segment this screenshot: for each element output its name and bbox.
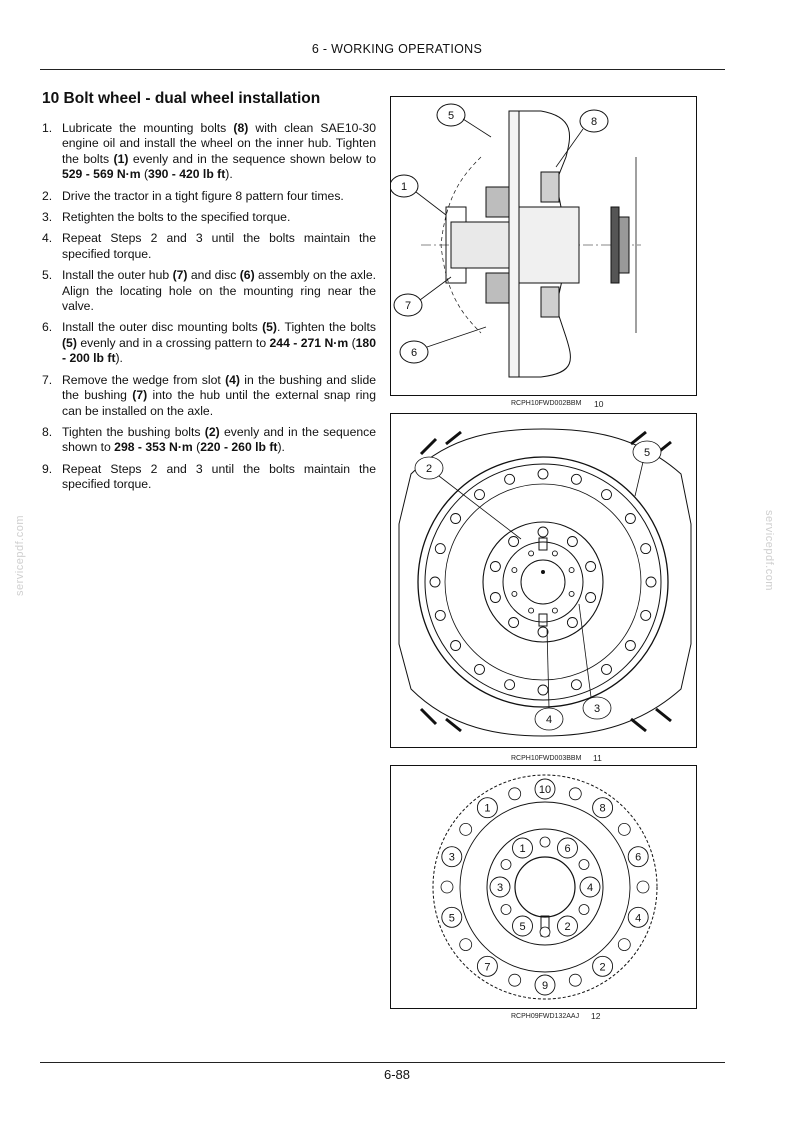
unnumbered-bolt-hole bbox=[618, 823, 630, 835]
outer-sequence-bolt bbox=[535, 975, 555, 995]
unnumbered-bolt-hole bbox=[579, 860, 589, 870]
outer-disc-bolt bbox=[505, 680, 515, 690]
outer-disc-bolt bbox=[538, 469, 548, 479]
unnumbered-bolt-hole bbox=[441, 881, 453, 893]
unnumbered-bolt-hole bbox=[501, 905, 511, 915]
tightening-sequence-drawing bbox=[391, 766, 696, 1008]
unnumbered-bolt-hole bbox=[579, 905, 589, 915]
figure-12-tightening-sequence bbox=[390, 765, 697, 1009]
step-number: 5. bbox=[42, 268, 53, 283]
unnumbered-bolt-hole bbox=[460, 939, 472, 951]
figure-11-wheel-face bbox=[390, 413, 697, 748]
step-number: 8. bbox=[42, 424, 53, 439]
step-number: 2. bbox=[42, 188, 53, 203]
bushing-bolt bbox=[552, 551, 557, 556]
step-6 bbox=[42, 320, 376, 366]
outer-disc-bolt bbox=[602, 664, 612, 674]
svg-text:4: 4 bbox=[545, 714, 553, 726]
mounting-bolt bbox=[538, 527, 548, 537]
outer-disc-bolt bbox=[451, 514, 461, 524]
inner-sequence-bolt bbox=[558, 916, 578, 936]
outer-sequence-bolt bbox=[442, 907, 462, 927]
outer-sequence-bolt bbox=[477, 956, 497, 976]
step-3 bbox=[42, 210, 376, 225]
header-rule bbox=[40, 69, 725, 70]
mounting-bolt bbox=[490, 593, 500, 603]
unnumbered-bolt-hole bbox=[460, 823, 472, 835]
step-5 bbox=[42, 268, 376, 314]
svg-text:6: 6 bbox=[564, 843, 571, 855]
outer-disc-bolt bbox=[625, 641, 635, 651]
figure-10-code: RCPH10FWD002BBM bbox=[511, 400, 582, 407]
svg-text:3: 3 bbox=[448, 851, 455, 864]
outer-disc-bolt bbox=[538, 685, 548, 695]
step-text: Lubricate the mounting bolts (8) with clean SAE10-30 engine oil and install the wheel on the inner hub. Tighten the bolts (1) evenly and in the sequence shown below to 529 - 569 N·m (390 - 420 lb ft). bbox=[62, 121, 376, 182]
step-text: Drive the tractor in a tight figure 8 pattern four times. bbox=[62, 188, 344, 203]
callout-7-fig10 bbox=[394, 277, 451, 316]
bushing-bolt bbox=[512, 591, 517, 596]
outer-disc-bolt bbox=[646, 577, 656, 587]
svg-text:4: 4 bbox=[586, 882, 594, 894]
svg-text:5: 5 bbox=[643, 447, 651, 459]
figure-11-code: RCPH10FWD003BBM bbox=[511, 755, 582, 762]
svg-text:6: 6 bbox=[635, 851, 642, 864]
svg-text:1: 1 bbox=[484, 802, 491, 815]
step-number: 6. bbox=[42, 320, 53, 335]
inner-sequence-bolt bbox=[490, 877, 510, 897]
svg-text:5: 5 bbox=[447, 110, 455, 122]
figure-12-code: RCPH09FWD132AAJ bbox=[511, 1013, 580, 1020]
outer-disc-bolt bbox=[475, 664, 485, 674]
bushing-bolt bbox=[512, 568, 517, 573]
step-9 bbox=[42, 462, 376, 493]
mounting-bolt bbox=[490, 562, 500, 572]
step-text: Repeat Steps 2 and 3 until the bolts maintain the specified torque. bbox=[62, 461, 376, 492]
inner-sequence-bolt bbox=[558, 838, 578, 858]
outer-disc-bolt bbox=[571, 474, 581, 484]
step-8 bbox=[42, 425, 376, 456]
watermark-right: servicepdf.com bbox=[763, 510, 775, 591]
section-title: 10 Bolt wheel - dual wheel installation bbox=[42, 90, 321, 107]
page-header: 6 - WORKING OPERATIONS bbox=[311, 42, 483, 56]
outer-sequence-bolt bbox=[477, 798, 497, 818]
step-2 bbox=[42, 189, 376, 204]
svg-text:7: 7 bbox=[484, 961, 491, 974]
footer-rule bbox=[40, 1062, 725, 1063]
svg-text:6: 6 bbox=[410, 347, 418, 359]
step-text: Remove the wedge from slot (4) in the bushing and slide the bushing (7) into the hub until the external snap ring can be installed on the axle. bbox=[62, 372, 376, 418]
svg-text:2: 2 bbox=[599, 961, 606, 974]
unnumbered-bolt-hole bbox=[509, 788, 521, 800]
bushing-bolt bbox=[529, 608, 534, 613]
outer-disc-bolt bbox=[505, 474, 515, 484]
step-7 bbox=[42, 373, 376, 419]
figure-10-hub-cross-section bbox=[390, 96, 697, 396]
outer-sequence-bolt bbox=[628, 907, 648, 927]
inner-sequence-bolt bbox=[580, 877, 600, 897]
figure-12-number: 12 bbox=[591, 1011, 601, 1021]
outer-disc-bolt bbox=[641, 544, 651, 554]
outer-disc-bolt bbox=[435, 544, 445, 554]
outer-disc-bolt bbox=[641, 610, 651, 620]
inner-sequence-bolt bbox=[513, 916, 533, 936]
outer-disc-bolt bbox=[571, 680, 581, 690]
page-number: 6-88 bbox=[383, 1067, 411, 1082]
procedure-steps bbox=[42, 121, 376, 499]
step-1 bbox=[42, 121, 376, 183]
step-text: Repeat Steps 2 and 3 until the bolts maintain the specified torque. bbox=[62, 231, 376, 261]
svg-text:5: 5 bbox=[448, 912, 455, 925]
unnumbered-bolt-hole bbox=[509, 974, 521, 986]
bushing-bolt bbox=[569, 591, 574, 596]
outer-sequence-bolt bbox=[535, 779, 555, 799]
unnumbered-bolt-hole bbox=[540, 927, 550, 937]
unnumbered-bolt-hole bbox=[637, 881, 649, 893]
outer-sequence-bolt bbox=[628, 847, 648, 867]
callout-3-fig11 bbox=[579, 604, 611, 719]
bushing-bolt bbox=[529, 551, 534, 556]
outer-disc-bolt bbox=[451, 641, 461, 651]
callout-1-fig10 bbox=[391, 175, 446, 215]
svg-text:1: 1 bbox=[400, 181, 408, 193]
step-4 bbox=[42, 231, 376, 262]
outer-sequence-bolt bbox=[593, 956, 613, 976]
svg-text:3: 3 bbox=[496, 882, 504, 894]
step-text: Retighten the bolts to the specified torque. bbox=[62, 210, 291, 225]
mounting-bolt bbox=[586, 593, 596, 603]
step-number: 9. bbox=[42, 461, 53, 476]
mounting-bolt bbox=[538, 627, 548, 637]
outer-sequence-bolt bbox=[593, 798, 613, 818]
unnumbered-bolt-hole bbox=[618, 939, 630, 951]
svg-text:2: 2 bbox=[564, 921, 571, 933]
mounting-bolt bbox=[509, 537, 519, 547]
svg-text:1: 1 bbox=[519, 843, 526, 855]
unnumbered-bolt-hole bbox=[501, 860, 511, 870]
svg-text:9: 9 bbox=[541, 980, 549, 992]
outer-disc-bolt bbox=[602, 490, 612, 500]
callout-5-fig10 bbox=[437, 104, 491, 137]
mounting-bolt bbox=[567, 618, 577, 628]
step-number: 1. bbox=[42, 121, 53, 135]
svg-text:8: 8 bbox=[599, 802, 606, 815]
wheel-face-drawing bbox=[391, 414, 696, 747]
mounting-bolt bbox=[567, 537, 577, 547]
mounting-bolt bbox=[509, 618, 519, 628]
watermark-left: servicepdf.com bbox=[14, 515, 26, 596]
unnumbered-bolt-hole bbox=[569, 974, 581, 986]
figure-10-number: 10 bbox=[594, 399, 604, 409]
step-text: Tighten the bushing bolts (2) evenly and in the sequence shown to 298 - 353 N·m (220 - 260 lb ft). bbox=[62, 424, 376, 455]
svg-text:3: 3 bbox=[593, 703, 601, 715]
svg-text:2: 2 bbox=[425, 463, 433, 475]
outer-disc-bolt bbox=[435, 610, 445, 620]
svg-text:8: 8 bbox=[590, 116, 598, 128]
svg-text:7: 7 bbox=[404, 300, 412, 312]
svg-text:5: 5 bbox=[519, 921, 526, 933]
step-text: Install the outer hub (7) and disc (6) assembly on the axle. Align the locating hole on the mounting ring near the valve. bbox=[62, 268, 377, 314]
inner-sequence-bolt bbox=[513, 838, 533, 858]
step-number: 4. bbox=[42, 231, 53, 246]
outer-sequence-bolt bbox=[442, 847, 462, 867]
svg-text:10: 10 bbox=[538, 784, 552, 796]
figure-11-number: 11 bbox=[593, 753, 602, 763]
hub-cross-section-drawing bbox=[391, 97, 696, 395]
bushing-bolt bbox=[569, 568, 574, 573]
step-text: Install the outer disc mounting bolts (5). Tighten the bolts (5) evenly and in a crossing pattern to 244 - 271 N·m (180 - 200 lb ft). bbox=[62, 320, 376, 366]
unnumbered-bolt-hole bbox=[540, 837, 550, 847]
step-number: 7. bbox=[42, 372, 53, 387]
outer-disc-bolt bbox=[475, 490, 485, 500]
unnumbered-bolt-hole bbox=[569, 788, 581, 800]
step-number: 3. bbox=[42, 210, 53, 225]
mounting-bolt bbox=[586, 562, 596, 572]
bushing-bolt bbox=[552, 608, 557, 613]
outer-disc-bolt bbox=[625, 514, 635, 524]
outer-disc-bolt bbox=[430, 577, 440, 587]
svg-text:4: 4 bbox=[635, 912, 642, 925]
